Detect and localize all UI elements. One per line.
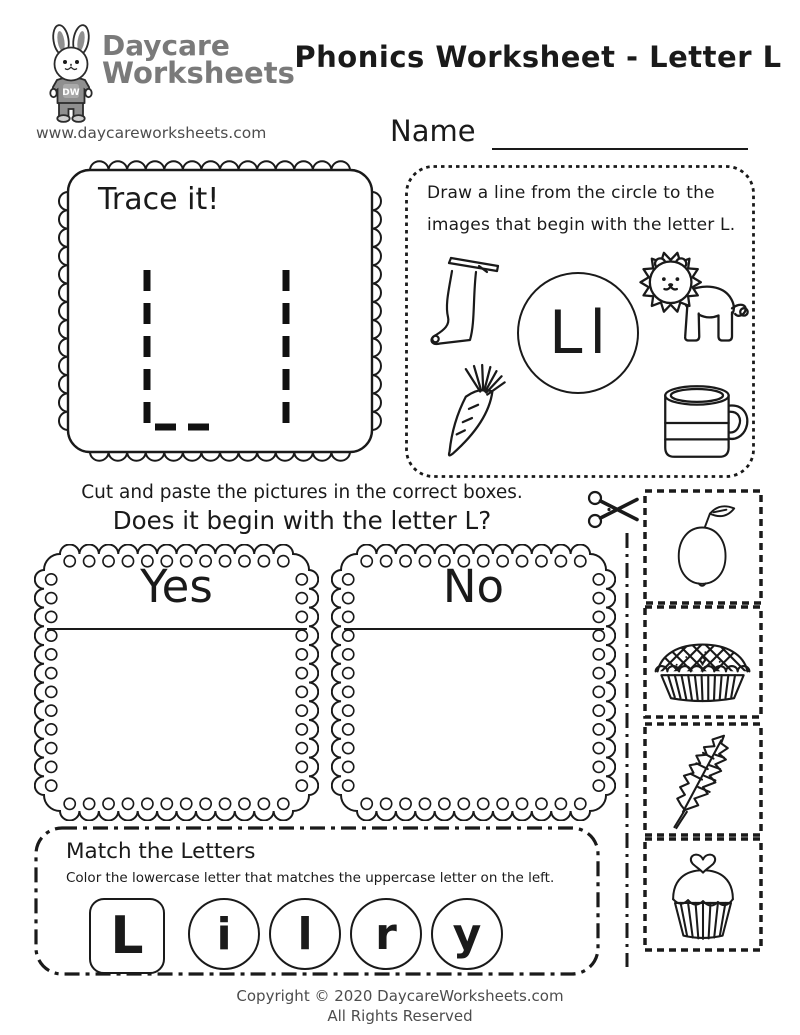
dashed-border-icon (643, 837, 763, 952)
dashed-border-icon (643, 722, 763, 837)
uppercase-letter: L (110, 906, 144, 966)
dashed-border-icon (643, 605, 763, 719)
lowercase-option-y (431, 898, 503, 970)
draw-instruction-line1: Draw a line from the circle to the (427, 183, 715, 203)
cutout-box-pie (643, 605, 763, 719)
site-url: www.daycareworksheets.com (36, 124, 267, 142)
yes-header-line (47, 628, 307, 630)
trace-letters-icon (58, 160, 382, 462)
mug-icon (648, 375, 752, 467)
yes-box (34, 544, 319, 821)
lowercase-letter: l (297, 908, 313, 960)
no-header-line (344, 628, 604, 630)
cutout-box-leaf (643, 722, 763, 837)
lion-icon (633, 249, 753, 353)
cut-line-icon (620, 533, 634, 967)
lowercase-option-l (269, 898, 341, 970)
page-title: Phonics Worksheet - Letter L (294, 40, 782, 74)
rights-line: All Rights Reserved (327, 1007, 473, 1026)
match-title: Match the Letters (66, 839, 256, 864)
copyright-line: Copyright © 2020 DaycareWorksheets.com (236, 987, 564, 1005)
trace-box (58, 160, 382, 462)
no-box (331, 544, 616, 821)
lowercase-option-i (188, 898, 260, 970)
bunny-logo-icon (40, 23, 102, 123)
brand-line2: Worksheets (102, 56, 295, 91)
lowercase-letter: y (452, 908, 482, 960)
lowercase-letter: i (216, 908, 232, 960)
sort-question: Does it begin with the letter L? (112, 506, 492, 535)
no-label: No (442, 560, 505, 613)
match-letters-box (34, 826, 600, 976)
yes-label: Yes (140, 560, 213, 613)
brand-badge-text: DW (62, 88, 80, 98)
draw-instruction-line2: images that begin with the letter L. (427, 215, 736, 235)
leg-icon (421, 251, 501, 351)
name-label: Name (390, 114, 476, 148)
draw-line-box (405, 165, 755, 478)
trace-title: Trace it! (98, 182, 220, 217)
cut-paste-instruction: Cut and paste the pictures in the correct boxes. (81, 482, 523, 503)
circle-letters: Ll (548, 298, 614, 368)
cutout-box-cupcake (643, 837, 763, 952)
uppercase-letter-box (89, 898, 165, 974)
lowercase-option-r (350, 898, 422, 970)
dashed-border-icon (643, 489, 763, 605)
match-instruction: Color the lowercase letter that matches the uppercase letter on the left. (66, 870, 555, 886)
name-line (492, 148, 748, 150)
cutout-box-lemon (643, 489, 763, 605)
lowercase-letter: r (375, 908, 397, 960)
brand-line1: Daycare (102, 29, 230, 62)
scissors-icon (586, 486, 642, 534)
carrot-icon (437, 363, 509, 465)
brand-logo-text (102, 29, 295, 91)
footer (0, 986, 800, 1027)
letter-circle (517, 272, 639, 394)
